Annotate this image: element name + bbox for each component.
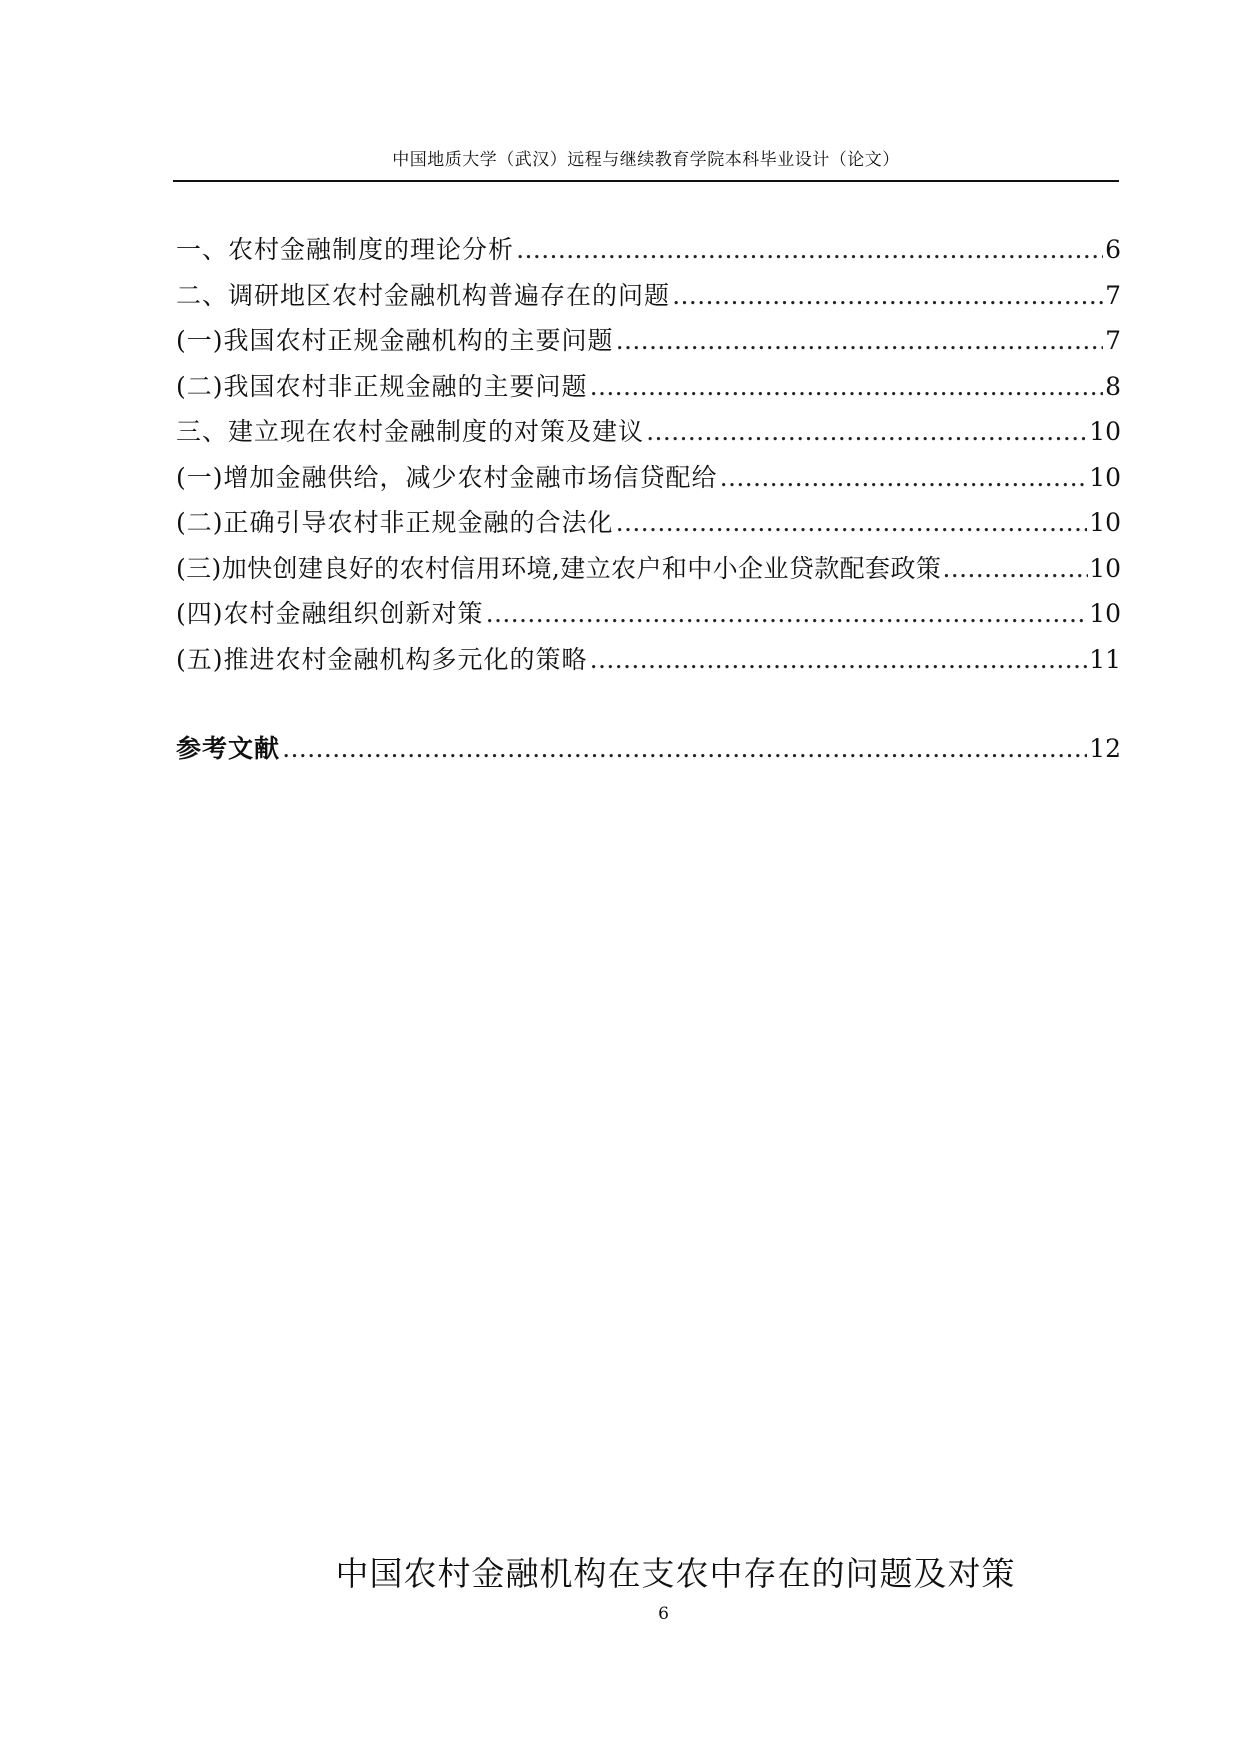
toc-dot-leader [942, 546, 1088, 591]
toc-entry [176, 500, 1121, 546]
toc-entry [176, 227, 1121, 273]
toc-entry-page: 8 [1105, 371, 1121, 401]
toc-entry-title: 三、建立现在农村金融制度的对策及建议 [176, 417, 645, 446]
toc-entry-page: 7 [1105, 280, 1121, 310]
toc-entry-page: 10 [1089, 462, 1121, 492]
toc-dot-leader [516, 227, 1103, 272]
running-header: 中国地质大学（武汉）远程与继续教育学院本科毕业设计（论文） [173, 146, 1119, 182]
toc-entry [176, 409, 1121, 455]
toc-entry-page: 12 [1089, 734, 1121, 763]
toc-entry [176, 364, 1121, 410]
toc-entry-page: 10 [1089, 599, 1121, 628]
toc-entry-title: (五)推进农村金融机构多元化的策略 [176, 644, 588, 674]
toc-entry-title: (一)增加金融供给，减少农村金融市场信贷配给 [176, 462, 718, 492]
toc-entry [176, 591, 1121, 637]
table-of-contents [176, 227, 1121, 772]
toc-entry-page: 7 [1105, 326, 1121, 355]
toc-entry [176, 637, 1121, 683]
toc-entry-page: 11 [1089, 644, 1121, 674]
toc-dot-leader [672, 273, 1103, 318]
toc-entry [176, 455, 1121, 501]
toc-entry-title: (四)农村金融组织创新对策 [176, 599, 484, 628]
thesis-title: 中国农村金融机构在支农中存在的问题及对策 [335, 1554, 1016, 1593]
toc-dot-leader [486, 591, 1088, 636]
toc-dot-leader [616, 318, 1104, 363]
toc-entry [176, 546, 1121, 592]
toc-dot-leader [590, 364, 1104, 409]
toc-dot-leader [282, 726, 1087, 771]
toc-entry-references [176, 726, 1121, 772]
toc-dot-leader [646, 409, 1087, 454]
toc-dot-leader [616, 500, 1088, 545]
toc-entry [176, 318, 1121, 364]
toc-entry-title: (二)正确引导农村非正规金融的合法化 [176, 508, 614, 537]
toc-entry-page: 10 [1089, 553, 1121, 583]
page-number: 6 [658, 1604, 669, 1624]
toc-entry-title: 二、调研地区农村金融机构普遍存在的问题 [176, 280, 671, 310]
toc-entry-title: (二)我国农村非正规金融的主要问题 [176, 371, 588, 401]
toc-entry-page: 10 [1089, 508, 1121, 537]
toc-entry-title: (三)加快创建良好的农村信用环境,建立农户和中小企业贷款配套政策 [176, 553, 942, 583]
toc-entry-title: (一)我国农村正规金融机构的主要问题 [176, 326, 614, 355]
toc-entry-page: 10 [1089, 417, 1121, 446]
toc-entry [176, 273, 1121, 319]
toc-entry-title: 参考文献 [176, 734, 281, 763]
toc-entry-page: 6 [1105, 235, 1121, 264]
toc-dot-leader [590, 637, 1088, 682]
toc-dot-leader [720, 455, 1088, 500]
toc-entry-title: 一、农村金融制度的理论分析 [176, 235, 515, 264]
